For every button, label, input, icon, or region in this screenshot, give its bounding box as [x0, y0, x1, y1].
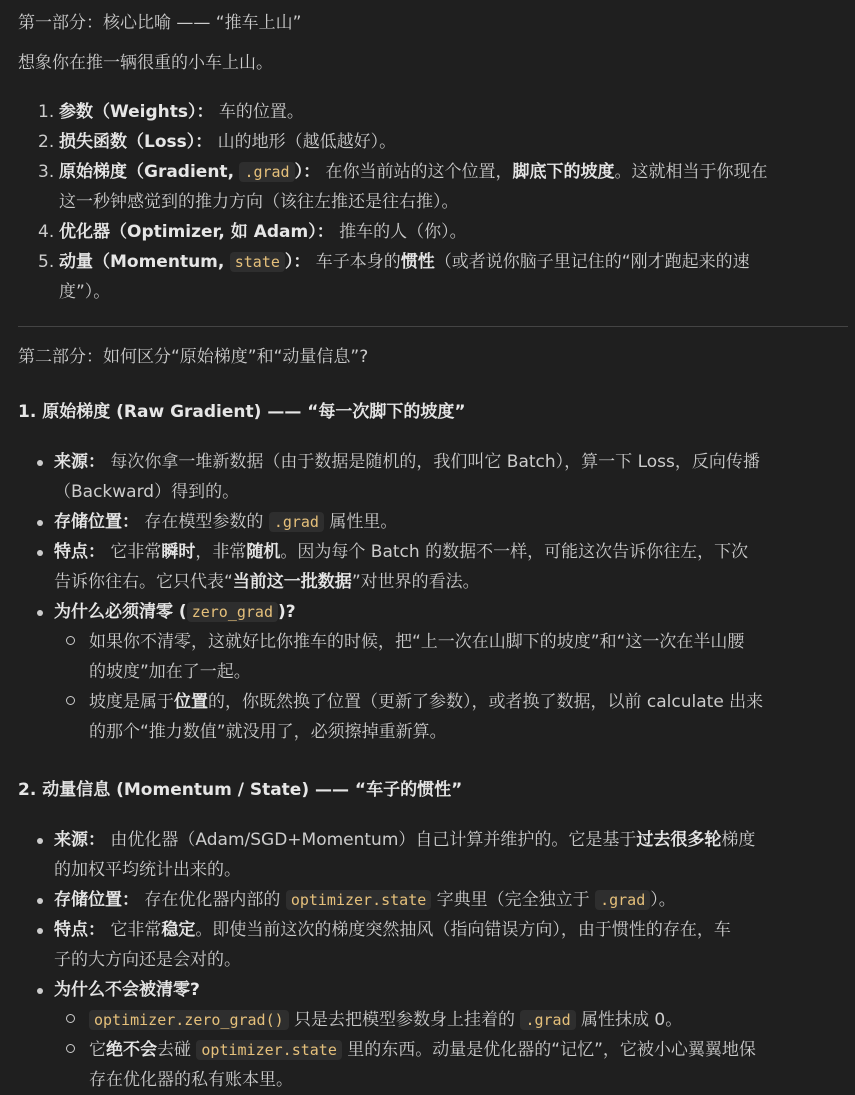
item-text: ，非常 — [195, 542, 247, 562]
sub-bullet-circle — [66, 1044, 75, 1053]
item-text: 去碰 — [157, 1040, 197, 1060]
list-item — [54, 915, 846, 975]
bullet-dot — [37, 610, 43, 616]
item-text: 子的大方向还是会对的。 — [54, 950, 241, 970]
emphasis: 稳定 — [161, 920, 196, 940]
bullet-dot — [37, 988, 43, 994]
item-text: 它非常 — [105, 542, 162, 562]
item-text: 告诉你往右。它只代表“ — [54, 572, 233, 592]
list-number: 4. — [38, 222, 55, 242]
item-text: ”对世界的看法。 — [351, 572, 480, 592]
inline-code: .grad — [595, 890, 650, 910]
list-number: 2. — [38, 132, 55, 152]
subsection-heading: 2. 动量信息 (Momentum / State) —— “车子的惯性” — [18, 780, 463, 800]
item-text: 存在优化器的私有账本里。 — [89, 1070, 293, 1090]
list-item — [38, 217, 850, 247]
list-number: 3. — [38, 162, 55, 182]
item-text: 只是去把模型参数身上挂着的 — [288, 1010, 521, 1030]
sub-list-item — [89, 627, 849, 687]
term-desc: （或者说你脑子里记住的“刚才跑起来的速 — [434, 252, 750, 272]
term-label: 损失函数（Loss）： — [59, 132, 213, 152]
sub-bullet-circle — [66, 636, 75, 645]
subsection-heading: 1. 原始梯度 (Raw Gradient) —— “每一次脚下的坡度” — [18, 402, 466, 422]
emphasis: 惯性 — [400, 252, 435, 272]
item-text: 如果你不清零，这就好比你推车的时候，把“上一次在山脚下的坡度”和“这一次在半山腰 — [89, 632, 745, 652]
item-label: 来源： — [54, 830, 105, 850]
emphasis: 过去很多轮 — [636, 830, 722, 850]
bullet-dot — [37, 550, 43, 556]
sub-list-item — [89, 1005, 849, 1035]
list-item — [38, 247, 850, 307]
emphasis: 位置 — [174, 692, 208, 712]
bullet-dot — [37, 928, 43, 934]
inline-code: optimizer.zero_grad() — [89, 1010, 289, 1030]
bullet-dot — [37, 520, 43, 526]
term-desc: 车的位置。 — [213, 102, 304, 122]
term-desc: 这一秒钟感觉到的推力方向（该往左推还是往右推）。 — [59, 192, 459, 212]
list-item — [38, 127, 850, 157]
list-number: 1. — [38, 102, 55, 122]
emphasis: 脚底下的坡度 — [512, 162, 615, 182]
list-item — [54, 507, 846, 537]
item-text: 的加权平均统计出来的。 — [54, 860, 241, 880]
item-text: 。因为每个 Batch 的数据不一样，可能这次告诉你往左，下次 — [280, 542, 749, 562]
inline-code: .grad — [269, 512, 324, 532]
list-item — [54, 537, 846, 597]
sub-list-item — [89, 687, 849, 747]
inline-code: optimizer.state — [196, 1040, 341, 1060]
item-text: 的坡度”加在了一起。 — [89, 662, 251, 682]
item-label: 特点： — [54, 920, 105, 940]
inline-code: .grad — [520, 1010, 575, 1030]
term-label: ）： — [294, 162, 321, 182]
inline-code: zero_grad — [187, 602, 278, 622]
item-text: 属性抹成 0。 — [575, 1010, 683, 1030]
item-text: 的那个“推力数值”就没用了，必须擦掉重新算。 — [89, 722, 447, 742]
item-text: 里的东西。动量是优化器的“记忆”，它被小心翼翼地保 — [341, 1040, 756, 1060]
item-text: 。即使当前这次的梯度突然抽风（指向错误方向），由于惯性的存在，车 — [195, 920, 731, 940]
item-text: ）。 — [650, 890, 676, 910]
emphasis: 当前这一批数据 — [232, 572, 352, 592]
item-label: 来源： — [54, 452, 105, 472]
term-desc: 度”）。 — [59, 282, 111, 302]
term-desc: 山的地形（越低越好）。 — [212, 132, 397, 152]
inline-code: optimizer.state — [286, 890, 431, 910]
item-text: 字典里（完全独立于 — [431, 890, 596, 910]
item-text: 它非常 — [105, 920, 162, 940]
emphasis: 随机 — [246, 542, 281, 562]
inline-code: state — [230, 252, 285, 272]
item-text: 属性里。 — [323, 512, 398, 532]
term-desc: 。这就相当于你现在 — [614, 162, 768, 182]
bullet-dot — [37, 838, 43, 844]
item-text: 坡度是属于 — [89, 692, 174, 712]
list-item — [54, 975, 846, 1005]
list-item — [54, 597, 846, 627]
term-label: 动量（Momentum, — [59, 252, 225, 272]
item-text: 它 — [89, 1040, 106, 1060]
section1-title: 第一部分：核心比喻 —— “推车上山” — [18, 13, 302, 33]
term-label: ）： — [284, 252, 311, 272]
item-label: 存储位置： — [54, 512, 139, 532]
list-item — [38, 157, 850, 217]
bullet-dot — [37, 898, 43, 904]
list-item — [54, 447, 846, 507]
sub-bullet-circle — [66, 696, 75, 705]
term-desc: 推车的人（你）。 — [333, 222, 467, 242]
section2-title: 第二部分：如何区分“原始梯度”和“动量信息”? — [18, 347, 369, 367]
term-label: 原始梯度（Gradient, — [59, 162, 235, 182]
item-label: 存储位置： — [54, 890, 139, 910]
item-text: 的，你既然换了位置（更新了参数），或者换了数据，以前 calculate 出来 — [208, 692, 764, 712]
inline-code: .grad — [239, 162, 294, 182]
section1-intro: 想象你在推一辆很重的小车上山。 — [18, 53, 273, 73]
term-label: 优化器（Optimizer, 如 Adam）： — [59, 222, 334, 242]
bullet-dot — [37, 460, 43, 466]
item-text: 由优化器（Adam/SGD+Momentum）自己计算并维护的。它是基于 — [105, 830, 637, 850]
list-item — [54, 825, 846, 885]
item-label: 为什么不会被清零? — [54, 980, 200, 1000]
divider — [18, 326, 848, 327]
term-desc: 在你当前站的这个位置， — [320, 162, 513, 182]
list-number: 5. — [38, 252, 55, 272]
sub-bullet-circle — [66, 1014, 75, 1023]
item-text: （Backward）得到的。 — [54, 482, 240, 502]
list-item — [38, 97, 850, 127]
item-label: 为什么必须清零 ( — [54, 602, 187, 622]
sub-list-item — [89, 1035, 849, 1095]
item-text: 每次你拿一堆新数据（由于数据是随机的，我们叫它 Batch），算一下 Loss，反向传播 — [105, 452, 760, 472]
emphasis: 瞬时 — [161, 542, 196, 562]
term-desc: 车子本身的 — [310, 252, 401, 272]
item-text: 存在优化器内部的 — [139, 890, 286, 910]
term-label: 参数（Weights）： — [59, 102, 214, 122]
emphasis: 绝不会 — [106, 1040, 157, 1060]
item-text: 梯度 — [721, 830, 756, 850]
item-text: 存在模型参数的 — [139, 512, 269, 532]
list-item — [54, 885, 846, 915]
item-label: )? — [277, 602, 296, 622]
item-label: 特点： — [54, 542, 105, 562]
